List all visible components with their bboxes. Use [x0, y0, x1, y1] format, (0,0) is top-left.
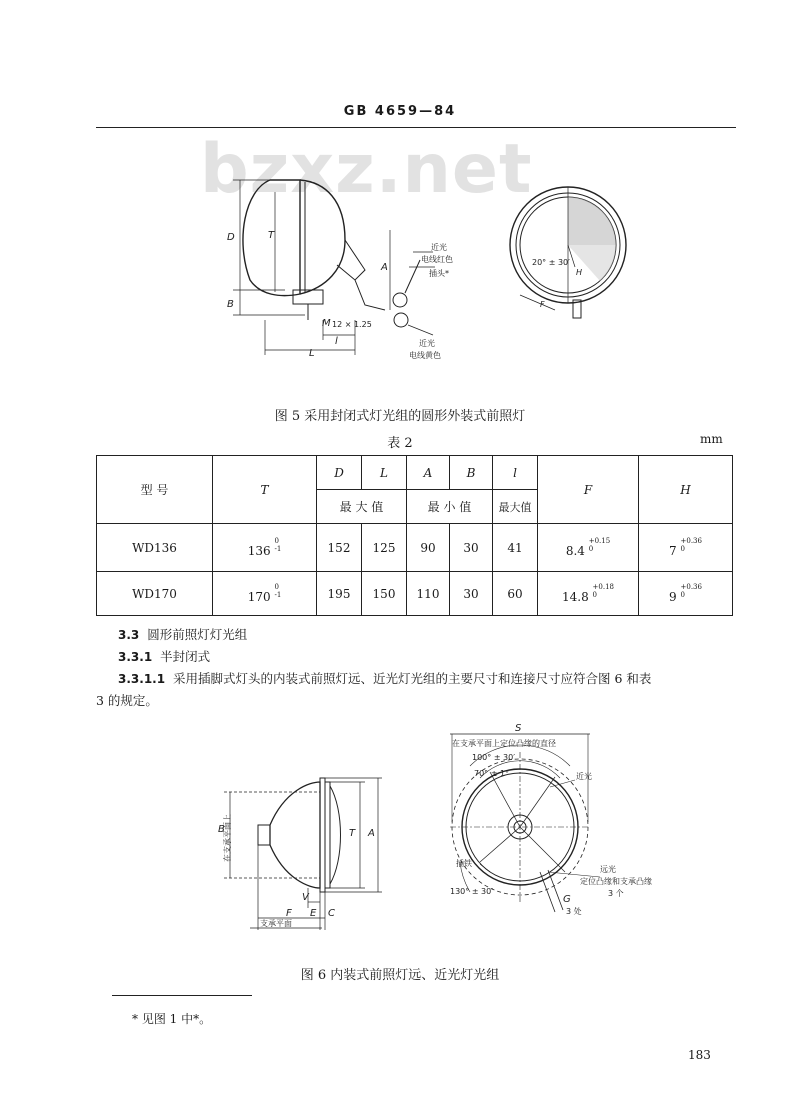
- th-H: H: [639, 456, 733, 524]
- footnote-rule: [112, 995, 252, 996]
- cell-T: [213, 524, 317, 572]
- section-3-3: [118, 624, 247, 646]
- cell-T-tol: [274, 583, 281, 599]
- th-min: 最 小 值: [407, 490, 493, 524]
- section-3-3-1: [118, 646, 210, 668]
- section-3-3-1-1-text-line2: 3 的规定。: [96, 693, 158, 708]
- fig6-near: 近光: [576, 772, 592, 781]
- th-B: B: [450, 456, 493, 490]
- fig6-places: 3 处: [566, 907, 582, 916]
- fig5-label-l: l: [335, 336, 338, 347]
- standard-header: GB 4659—84: [343, 104, 457, 119]
- cell-l: 60: [493, 572, 538, 616]
- cell-B: 30: [450, 524, 493, 572]
- cell-F-tol-up: +0.15: [588, 537, 611, 545]
- fig6-angle70: 70° ± 1°: [474, 769, 510, 778]
- fig5-near-bottom: 近光: [419, 339, 435, 348]
- th-T: T: [213, 456, 317, 524]
- cell-L: 150: [362, 572, 407, 616]
- fig5-label-M: M: [322, 318, 331, 329]
- cell-F-tol: [589, 537, 610, 553]
- fig6-label-C: C: [328, 908, 335, 919]
- cell-H-tol: [681, 537, 702, 553]
- cell-F-tol-low: 0: [588, 545, 594, 553]
- figure5-front-view: [500, 175, 640, 325]
- table2: [96, 455, 733, 616]
- cell-T-base: 136: [247, 544, 271, 558]
- table2-title: 表 2: [387, 436, 413, 451]
- cell-T-tol-low: -1: [274, 591, 282, 599]
- figure6-side-view: [210, 770, 410, 940]
- cell-F-base: 8.4: [565, 544, 585, 558]
- cell-T-tol-low: -1: [274, 545, 282, 553]
- cell-H-tol-up: +0.36: [680, 537, 702, 545]
- cell-H-tol-up: +0.36: [680, 583, 702, 591]
- table2-unit: mm: [700, 432, 723, 446]
- table-row: [97, 572, 733, 616]
- fig5-yellow-wire: 电线黄色: [409, 351, 441, 360]
- fig5-label-L: L: [309, 348, 315, 359]
- cell-F-base: 14.8: [562, 590, 589, 604]
- fig6-flange: 定位凸缘和支承凸缘: [580, 877, 652, 886]
- figure6-caption: 图 6 内装式前照灯远、近光灯光组: [300, 968, 500, 983]
- cell-model: WD170: [97, 572, 213, 616]
- fig6-angle130: 130° ± 30′: [450, 887, 494, 896]
- section-3-3-1-number: 3.3.1: [118, 650, 153, 664]
- cell-D: 195: [317, 572, 362, 616]
- fig5-thread: 12 × 1.25: [332, 320, 372, 329]
- fig6-label-S: S: [515, 723, 522, 734]
- th-L: L: [362, 456, 407, 490]
- cell-A: 90: [407, 524, 450, 572]
- fig6-label-V: V: [302, 892, 309, 903]
- section-3-3-number: 3.3: [118, 628, 140, 642]
- fig6-label-G: G: [563, 894, 571, 905]
- cell-H-tol-low: 0: [680, 545, 685, 553]
- fig6-S-note: 在支承平面上定位凸缘的直径: [452, 739, 556, 748]
- fig6-far: 远光: [600, 865, 616, 874]
- cell-H: [639, 572, 733, 616]
- cell-H-tol-low: 0: [680, 591, 685, 599]
- th-l: l: [493, 456, 538, 490]
- cell-T-tol-up: 0: [274, 583, 279, 591]
- cell-F-tol-up: +0.18: [592, 583, 614, 591]
- fig6-angle100: 100° ± 30′: [472, 753, 516, 762]
- fig6-B-note: 在支承平面上: [223, 814, 232, 862]
- cell-H: [639, 524, 733, 572]
- section-3-3-1-1: [118, 668, 738, 690]
- th-F: F: [538, 456, 639, 524]
- cell-T-tol: [274, 537, 281, 553]
- fig5-label-B: B: [227, 299, 234, 310]
- cell-H-base: 9: [669, 590, 677, 604]
- fig5-near-top: 近光: [431, 243, 447, 252]
- section-3-3-title: 圆形前照灯灯光组: [147, 627, 248, 642]
- section-3-3-1-title: 半封闭式: [160, 649, 211, 664]
- fig5-label-H: H: [576, 268, 583, 277]
- fig5-label-T: T: [268, 230, 275, 241]
- th-max-l: 最大值: [493, 490, 538, 524]
- cell-F: [538, 572, 639, 616]
- cell-model: WD136: [97, 524, 213, 572]
- fig5-red-wire: 电线红色: [421, 255, 453, 264]
- figure6-front-view: [430, 722, 700, 922]
- page-number: 183: [688, 1048, 711, 1062]
- th-max: 最 大 值: [317, 490, 407, 524]
- fig5-angle: 20° ± 30′: [532, 258, 570, 267]
- cell-D: 152: [317, 524, 362, 572]
- figure5-caption: 图 5 采用封闭式灯光组的圆形外装式前照灯: [274, 409, 526, 424]
- cell-H-base: 7: [669, 544, 677, 558]
- th-D: D: [317, 456, 362, 490]
- th-A: A: [407, 456, 450, 490]
- cell-T: [213, 572, 317, 616]
- fig6-support-plane: 支承平面: [260, 919, 292, 928]
- cell-T-tol-up: 0: [274, 537, 279, 545]
- cell-F-tol-low: 0: [592, 591, 598, 599]
- fig6-flange-count: 3 个: [608, 889, 624, 898]
- fig5-label-F: F: [540, 300, 545, 309]
- cell-F: [538, 524, 639, 572]
- footnote: * 见图 1 中*。: [132, 1012, 212, 1026]
- cell-B: 30: [450, 572, 493, 616]
- fig5-label-D: D: [227, 232, 235, 243]
- section-3-3-1-1-number: 3.3.1.1: [118, 672, 166, 686]
- header-rule: [96, 127, 736, 128]
- cell-T-base: 170: [247, 590, 271, 604]
- watermark: bzxz.net: [200, 130, 533, 209]
- figure5-side-view: [205, 170, 475, 370]
- cell-l: 41: [493, 524, 538, 572]
- fig5-plug: 插头*: [429, 269, 449, 278]
- fig6-hook: 插铁: [456, 859, 472, 868]
- fig6-label-F: F: [286, 908, 292, 919]
- fig6-label-A: A: [368, 828, 375, 839]
- section-3-3-1-1-text-line1: 采用插脚式灯头的内装式前照灯远、近光灯光组的主要尺寸和连接尺寸应符合图 6 和表: [173, 671, 652, 686]
- table-row: [97, 524, 733, 572]
- fig6-label-B: B: [218, 824, 225, 835]
- th-model: 型 号: [97, 456, 213, 524]
- cell-A: 110: [407, 572, 450, 616]
- cell-F-tol: [593, 583, 614, 599]
- cell-L: 125: [362, 524, 407, 572]
- fig6-label-T: T: [349, 828, 356, 839]
- fig5-label-A: A: [381, 262, 388, 273]
- fig6-label-E: E: [310, 908, 317, 919]
- cell-H-tol: [681, 583, 702, 599]
